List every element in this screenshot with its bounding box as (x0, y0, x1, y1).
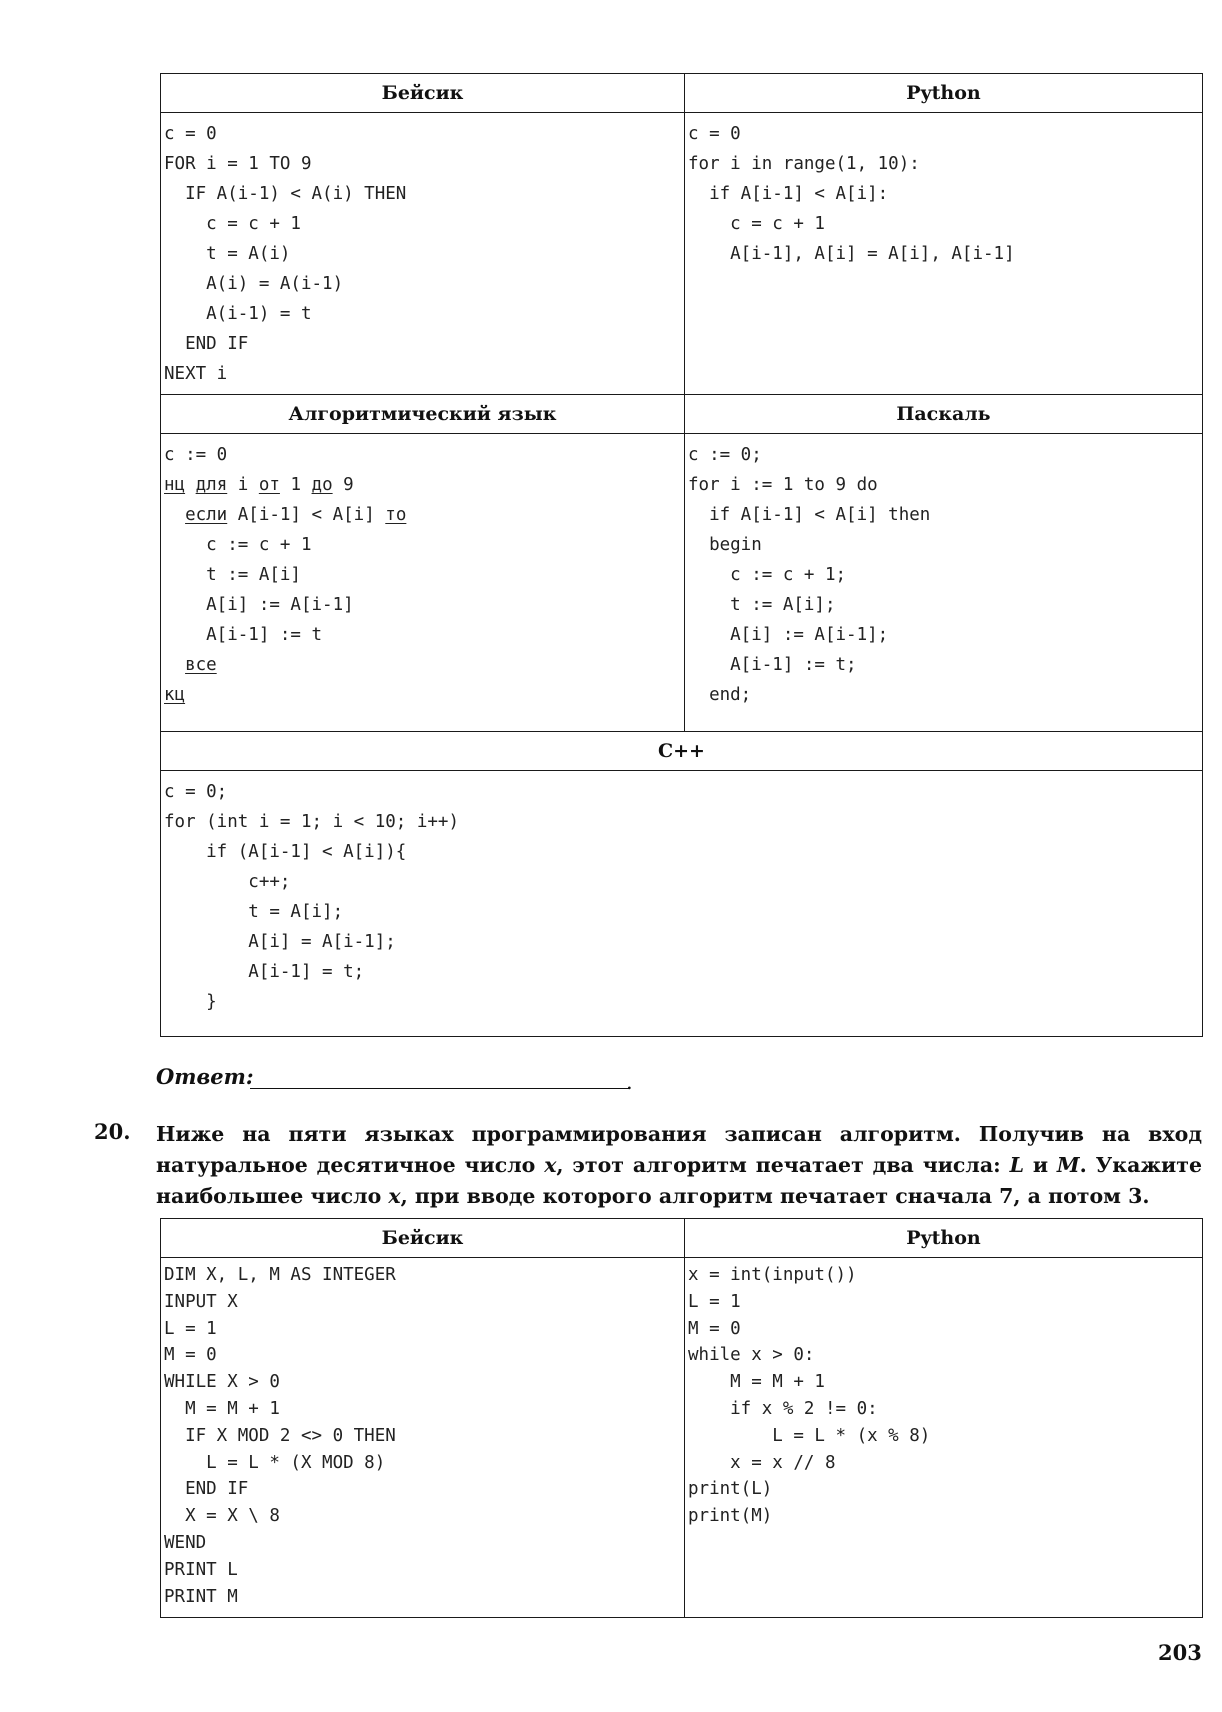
algo-keyword: кц (164, 685, 186, 705)
task-text-part: , этот алгоритм печатает два числа: (556, 1153, 1010, 1177)
task-variable: L (1009, 1153, 1024, 1177)
task-variable: x (388, 1184, 401, 1208)
algo-line: A[i-1] := t (164, 625, 323, 645)
answer-line[interactable] (250, 1088, 630, 1089)
task-text-part: и (1023, 1153, 1057, 1177)
pascal-code: c := 0; for i := 1 to 9 do if A[i-1] < A[i] then begin c := c + 1; t := A[i]; A[i] := A[i-1]; A[i-1] := t; end; (688, 445, 931, 705)
pascal-header: Паскаль (685, 395, 1203, 434)
task-number: 20. (94, 1119, 131, 1144)
cpp-code: c = 0; for (int i = 1; i < 10; i++) if (A[i-1] < A[i]){ c++; t = A[i]; A[i] = A[i-1]; A[i-1] = t; } (164, 782, 460, 1012)
python-code-cell (685, 113, 1203, 395)
algo-keyword: до (311, 475, 333, 495)
task-text-part: , при вводе которого алгоритм печатает сначала 7, а потом 3. (400, 1184, 1150, 1208)
task19-code-table (160, 73, 1203, 1037)
task20-code-table (160, 1218, 1203, 1618)
task-text-part: . Укажите наибольшее число (156, 1153, 1202, 1208)
python-header: Python (685, 74, 1203, 113)
python-code-cell (685, 1258, 1203, 1618)
algo-code-cell (161, 434, 685, 732)
task-text-part: Ниже на пяти языках программирования записан алгоритм. Получив на вход натуральное десятичное число (156, 1122, 1202, 1177)
algo-line: c := c + 1 (164, 535, 312, 555)
algo-line: t := A[i] (164, 565, 301, 585)
answer-dot: . (626, 1070, 633, 1094)
algo-keyword: нц (164, 475, 186, 495)
algo-line: c := 0 (164, 445, 228, 465)
algo-fragment: i (227, 475, 259, 495)
cpp-code-cell (161, 771, 1203, 1037)
basic-header: Бейсик (161, 1219, 685, 1258)
algo-fragment: 1 (279, 475, 312, 495)
basic-code-cell (161, 113, 685, 395)
page-number: 203 (1158, 1640, 1202, 1665)
task-text (156, 1119, 1202, 1212)
basic-code: DIM X, L, M AS INTEGER INPUT X L = 1 M = 0 WHILE X > 0 M = M + 1 IF X MOD 2 <> 0 THEN L = L * (X MOD 8) END IF X = X \ 8 WEND PRINT L PRINT M (164, 1265, 396, 1607)
basic-code: c = 0 FOR i = 1 TO 9 IF A(i-1) < A(i) THEN c = c + 1 t = A(i) A(i) = A(i-1) A(i-1) = t END IF NEXT i (164, 124, 407, 384)
algo-code (161, 434, 684, 714)
algo-keyword: то (385, 505, 407, 525)
algo-keyword: все (185, 655, 217, 675)
algo-fragment: A[i-1] < A[i] (227, 505, 386, 525)
algo-keyword: от (258, 475, 280, 495)
cpp-header: C++ (161, 732, 1203, 771)
python-header: Python (685, 1219, 1203, 1258)
pascal-code-cell (685, 434, 1203, 732)
answer-label: Ответ: (156, 1064, 254, 1089)
basic-code-cell (161, 1258, 685, 1618)
python-code: c = 0 for i in range(1, 10): if A[i-1] < A[i]: c = c + 1 A[i-1], A[i] = A[i], A[i-1] (688, 124, 1015, 264)
algo-keyword: если (185, 505, 228, 525)
algo-line: A[i] := A[i-1] (164, 595, 354, 615)
task-variable: M (1056, 1153, 1080, 1177)
task-variable: x (544, 1153, 557, 1177)
algo-fragment: 9 (332, 475, 354, 495)
python-code: x = int(input()) L = 1 M = 0 while x > 0: M = M + 1 if x % 2 != 0: L = L * (x % 8) x = x // 8 print(L) print(M) (688, 1265, 931, 1527)
algo-header: Алгоритмический язык (161, 395, 685, 434)
basic-header: Бейсик (161, 74, 685, 113)
algo-keyword: для (195, 475, 228, 495)
